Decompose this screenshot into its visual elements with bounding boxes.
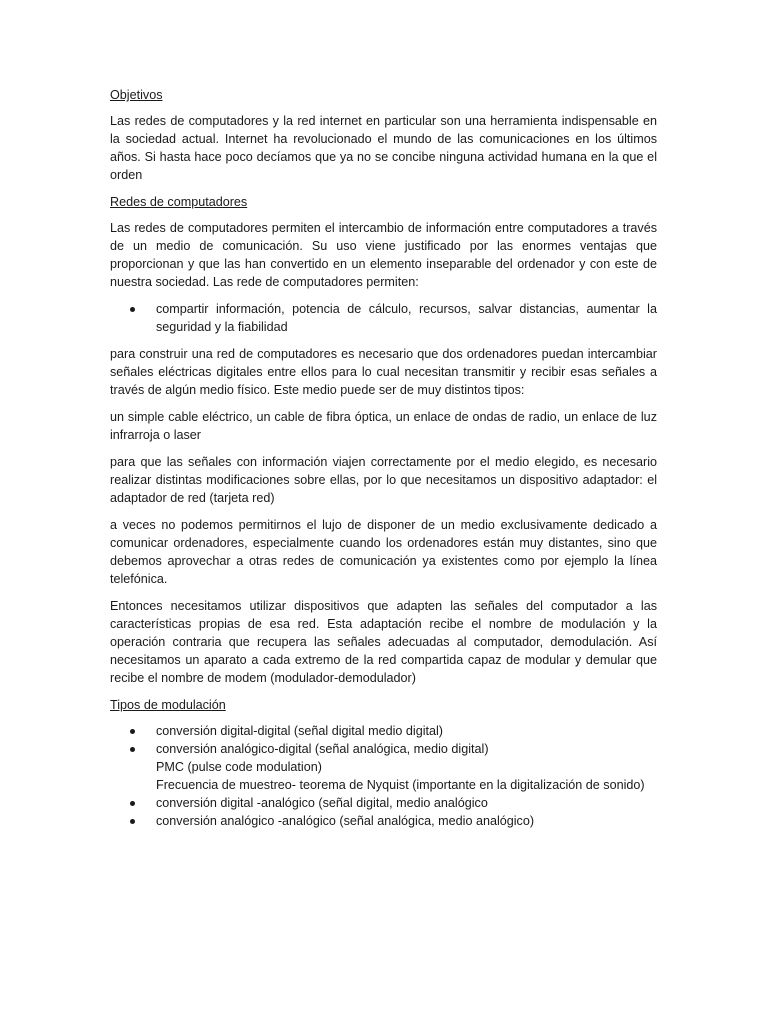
list-item [110, 722, 657, 740]
list-item-subtext: PMC (pulse code modulation) [156, 760, 322, 774]
section-heading-tipos: Tipos de modulación [110, 698, 226, 712]
paragraph-objetivos: Las redes de computadores y la red internet en particular son una herramienta indispensable en la sociedad actual. Internet ha revolucionado el mundo de las comunicaciones en los últimos años. Si hasta hace poco decíamos que ya no se concibe ninguna actividad humana en la que el orden [110, 114, 657, 182]
list-item [110, 740, 657, 794]
section-heading-objetivos: Objetivos [110, 88, 163, 102]
document-body [110, 86, 657, 839]
bullet-icon [130, 747, 135, 752]
paragraph-redes-existentes: a veces no podemos permitirnos el lujo de disponer de un medio exclusivamente dedicado a comunicar ordenadores, especialmente cuando los ordenadores están muy distantes, sino que debemos aprovechar a otras redes de comunicación ya existentes como por ejemplo la línea telefónica. [110, 518, 657, 586]
bullet-list-tipos [110, 722, 657, 830]
bullet-icon [130, 819, 135, 824]
paragraph-adaptador: para que las señales con información viajen correctamente por el medio elegido, es necesario realizar distintas modificaciones sobre ellas, por lo que necesitamos un dispositivo adaptador: el adaptador de red (tarjeta red) [110, 455, 657, 505]
list-item [110, 794, 657, 812]
bullet-icon [130, 307, 135, 312]
list-item-text: conversión digital-digital (señal digital medio digital) [156, 724, 444, 738]
paragraph-modulacion: Entonces necesitamos utilizar dispositivos que adapten las señales del computador a las características propias de esa red. Esta adaptación recibe el nombre de modulación y la operación contraria que recupera las señales adecuadas al computador, demodulación. Así necesitamos un aparato a cada extremo de la red compartida capaz de modular y demular que recibe el nombre de modem (modulador-demodulador) [110, 599, 657, 685]
list-item [110, 812, 657, 830]
paragraph-redes-intro: Las redes de computadores permiten el intercambio de información entre computadores a través de un medio de comunicación. Su uso viene justificado por las enormes ventajas que proporcionan y que las han convertido en un elemento inseparable del ordenador y con este de nuestra sociedad. Las rede de computadores permiten: [110, 221, 657, 289]
list-item-text: conversión digital -analógico (señal digital, medio analógico [156, 796, 488, 810]
section-heading-redes: Redes de computadores [110, 195, 248, 209]
bullet-icon [130, 729, 135, 734]
paragraph-medios: un simple cable eléctrico, un cable de fibra óptica, un enlace de ondas de radio, un enlace de luz infrarroja o laser [110, 410, 657, 442]
list-item-subtext: Frecuencia de muestreo- teorema de Nyquist (importante en la digitalización de sonido) [156, 778, 645, 792]
list-item [110, 300, 657, 336]
list-item-text: conversión analógico -analógico (señal analógica, medio analógico) [156, 814, 535, 828]
list-item-text: compartir información, potencia de cálculo, recursos, salvar distancias, aumentar la seguridad y la fiabilidad [156, 302, 657, 334]
bullet-list-redes [110, 300, 657, 336]
paragraph-construir-red: para construir una red de computadores es necesario que dos ordenadores puedan intercambiar señales eléctricas digitales entre ellos para lo cual necesitan transmitir y recibir esas señales a través de algún medio físico. Este medio puede ser de muy distintos tipos: [110, 347, 657, 397]
bullet-icon [130, 801, 135, 806]
list-item-text: conversión analógico-digital (señal analógica, medio digital) [156, 742, 489, 756]
